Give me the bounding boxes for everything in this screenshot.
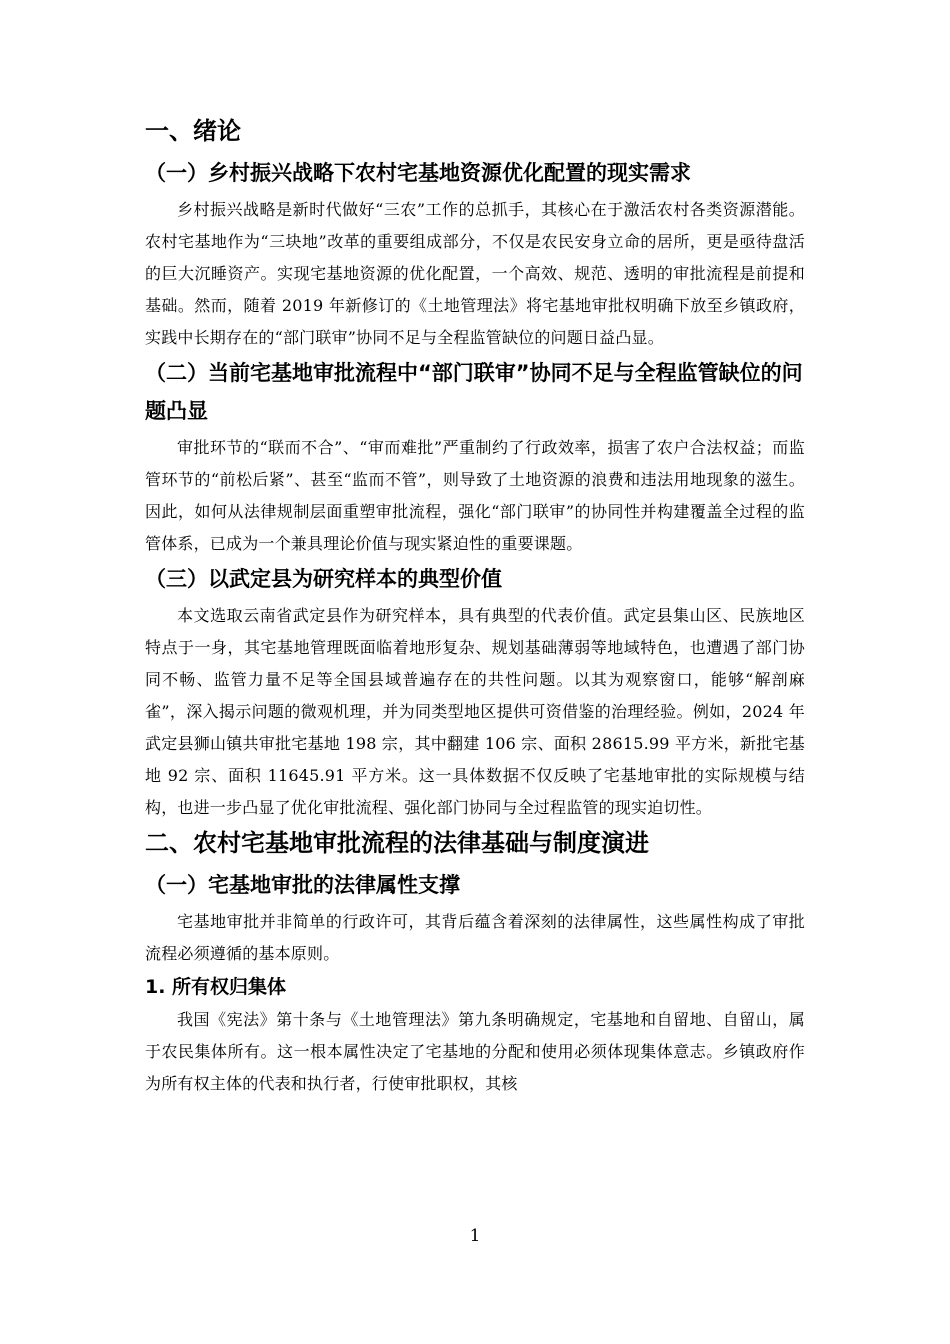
paragraph-2: 审批环节的“联而不合”、“审而难批”严重制约了行政效率，损害了农户合法权益；而监管环节的“前松后紧”、甚至“监而不管”，则导致了土地资源的浪费和违法用地现象的滋生。因此，如何从法律规制层面重塑审批流程，强化“部门联审”的协同性并构建覆盖全过程的监管体系，已成为一个兼具理论价值与现实紧迫性的重要课题。 [145, 438, 805, 553]
section-heading-2-1: （一）宅基地审批的法律属性支撑 [145, 873, 460, 897]
subsection-heading-1: 1. 所有权归集体 [145, 976, 287, 998]
chapter-heading-1: 一、绪论 [145, 117, 241, 145]
chapter-heading-2: 二、农村宅基地审批流程的法律基础与制度演进 [145, 829, 649, 857]
section-heading-1-2: （二）当前宅基地审批流程中“部门联审”协同不足与全程监管缺位的问题凸显 [145, 361, 803, 423]
page-number: 1 [469, 1226, 481, 1246]
paragraph-1: 乡村振兴战略是新时代做好“三农”工作的总抓手，其核心在于激活农村各类资源潜能。农村宅基地作为“三块地”改革的重要组成部分，不仅是农民安身立命的居所，更是亟待盘活的巨大沉睡资产。实现宅基地资源的优化配置，一个高效、规范、透明的审批流程是前提和基础。然而，随着 2019 年新修订的《土地管理法》将宅基地审批权明确下放至乡镇政府，实践中长期存在的“部门联审”协同不足与全程监管缺位的问题日益凸显。 [145, 200, 805, 347]
paragraph-4: 宅基地审批并非简单的行政许可，其背后蕴含着深刻的法律属性，这些属性构成了审批流程必须遵循的基本原则。 [145, 912, 805, 963]
paragraph-3: 本文选取云南省武定县作为研究样本，具有典型的代表价值。武定县集山区、民族地区特点于一身，其宅基地管理既面临着地形复杂、规划基础薄弱等地域特色，也遭遇了部门协同不畅、监管力量不足等全国县域普遍存在的共性问题。以其为观察窗口，能够“解剖麻雀”，深入揭示问题的微观机理，并为同类型地区提供可资借鉴的治理经验。例如，2024 年武定县狮山镇共审批宅基地 198 宗，其中翻建 106 宗、面积 28615.99 平方米，新批宅基地 92 宗、面积 11645.91 平方米。这一具体数据不仅反映了宅基地审批的实际规模与结构，也进一步凸显了优化审批流程、强化部门协同与全过程监管的现实迫切性。 [145, 606, 805, 817]
document-body [145, 112, 805, 1100]
section-heading-1-3: （三）以武定县为研究样本的典型价值 [145, 567, 502, 591]
paragraph-5: 我国《宪法》第十条与《土地管理法》第九条明确规定，宅基地和自留地、自留山，属于农民集体所有。这一根本属性决定了宅基地的分配和使用必须体现集体意志。乡镇政府作为所有权主体的代表和执行者，行使审批职权，其核 [145, 1010, 805, 1093]
section-heading-1-1: （一）乡村振兴战略下农村宅基地资源优化配置的现实需求 [145, 161, 691, 185]
